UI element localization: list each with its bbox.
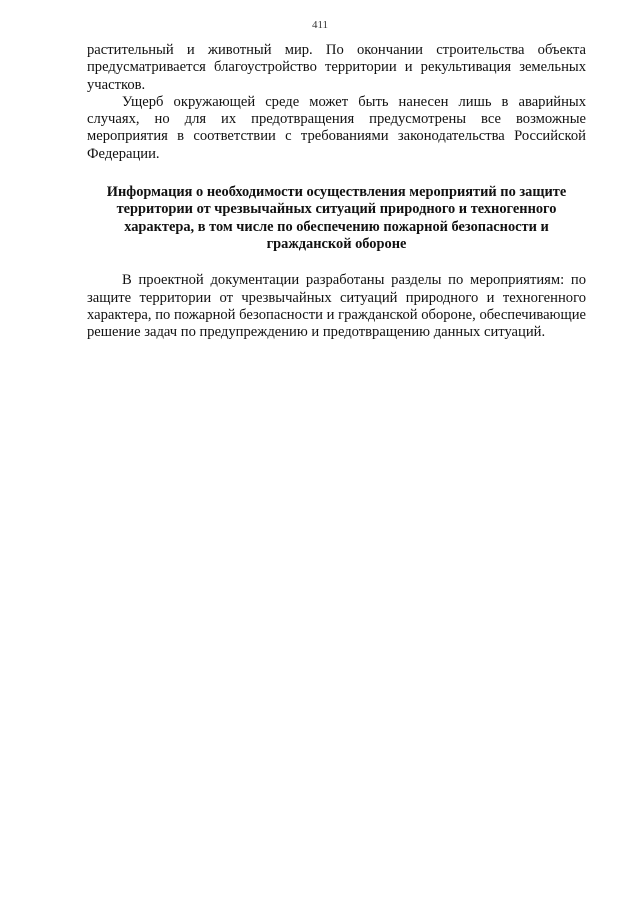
paragraph-continuation: растительный и животный мир. По окончании строительства объекта предусматривается благоустройство территории и рекультивация земельных участков.: [87, 42, 586, 93]
page-number: 411: [311, 19, 329, 31]
paragraph-environmental-damage: Ущерб окружающей среде может быть нанесен лишь в аварийных случаях, но для их предотвращения предусмотрены все возможные мероприятия в соответствии с требованиями законодательства Российской Федерации.: [87, 93, 586, 162]
paragraph-project-documentation: В проектной документации разработаны разделы по мероприятиям: по защите территории от чрезвычайных ситуаций природного и техногенного характера, по пожарной безопасности и гражданской обороне, обеспечивающие решение задач по предупреждению и предотвращению данных ситуаций.: [87, 272, 586, 341]
section-heading: Информация о необходимости осуществления мероприятий по защите территории от чрезвычайных ситуаций природного и техногенного характера, в том числе по обеспечению пожарной безопасности и гражданской обороне: [106, 184, 567, 252]
document-body: [87, 42, 586, 341]
